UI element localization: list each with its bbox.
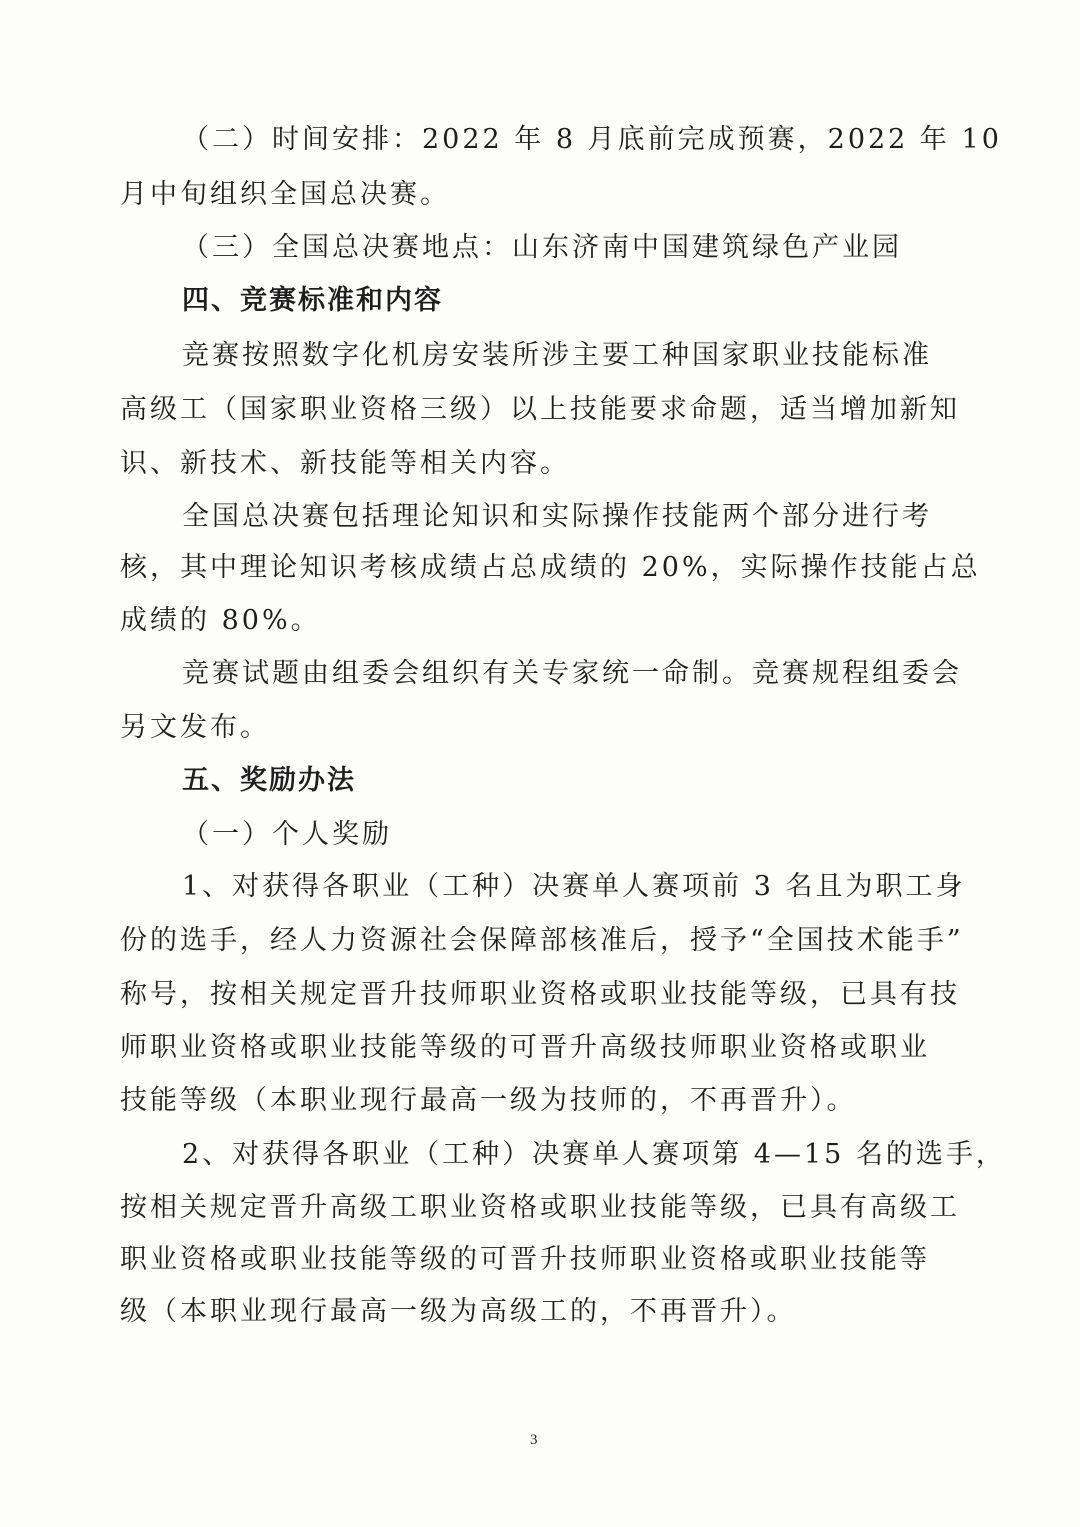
standards-line-1: 竞赛按照数字化机房安装所涉主要工种国家职业技能标准 [182, 340, 932, 371]
award-2-line-3: 职业资格或职业技能等级的可晋升技师职业资格或职业技能等 [120, 1244, 930, 1275]
award-1-line-3: 称号，按相关规定晋升技师职业资格或职业技能等级，已具有技 [120, 979, 960, 1010]
award-1-line-2: 份的选手，经人力资源社会保障部核准后，授予“全国技术能手” [120, 925, 964, 956]
questions-line-2: 另文发布。 [120, 712, 270, 743]
subsection-heading-1: （一）个人奖励 [182, 819, 392, 850]
award-2-line-2: 按相关规定晋升高级工职业资格或职业技能等级，已具有高级工 [120, 1192, 960, 1223]
award-1-line-1: 1、对获得各职业（工种）决赛单人赛项前 3 名且为职工身 [182, 871, 966, 902]
questions-line-1: 竞赛试题由组委会组织有关专家统一命制。竞赛规程组委会 [182, 658, 962, 689]
award-2-line-4: 级（本职业现行最高一级为高级工的，不再晋升）。 [120, 1296, 797, 1327]
standards-line-2: 高级工（国家职业资格三级）以上技能要求命题，适当增加新知 [120, 394, 960, 425]
page-number: 3 [530, 1432, 538, 1448]
standards-line-3: 识、新技术、新技能等相关内容。 [120, 448, 570, 479]
final-line-3: 成绩的 80%。 [120, 605, 321, 636]
award-1-line-5: 技能等级（本职业现行最高一级为技师的，不再晋升）。 [120, 1085, 857, 1116]
schedule-line-2: 月中旬组织全国总决赛。 [120, 179, 450, 210]
schedule-line-1: （二）时间安排：2022 年 8 月底前完成预赛，2022 年 10 [182, 124, 1002, 155]
final-line-1: 全国总决赛包括理论知识和实际操作技能两个部分进行考 [182, 501, 932, 532]
section-heading-5: 五、奖励办法 [182, 765, 356, 796]
section-heading-4: 四、竞赛标准和内容 [182, 285, 443, 316]
award-2-line-1: 2、对获得各职业（工种）决赛单人赛项第 4—15 名的选手， [182, 1139, 1006, 1170]
venue-line: （三）全国总决赛地点：山东济南中国建筑绿色产业园 [182, 232, 902, 263]
final-line-2: 核，其中理论知识考核成绩占总成绩的 20%，实际操作技能占总 [120, 552, 981, 583]
award-1-line-4: 师职业资格或职业技能等级的可晋升高级技师职业资格或职业 [120, 1032, 930, 1063]
